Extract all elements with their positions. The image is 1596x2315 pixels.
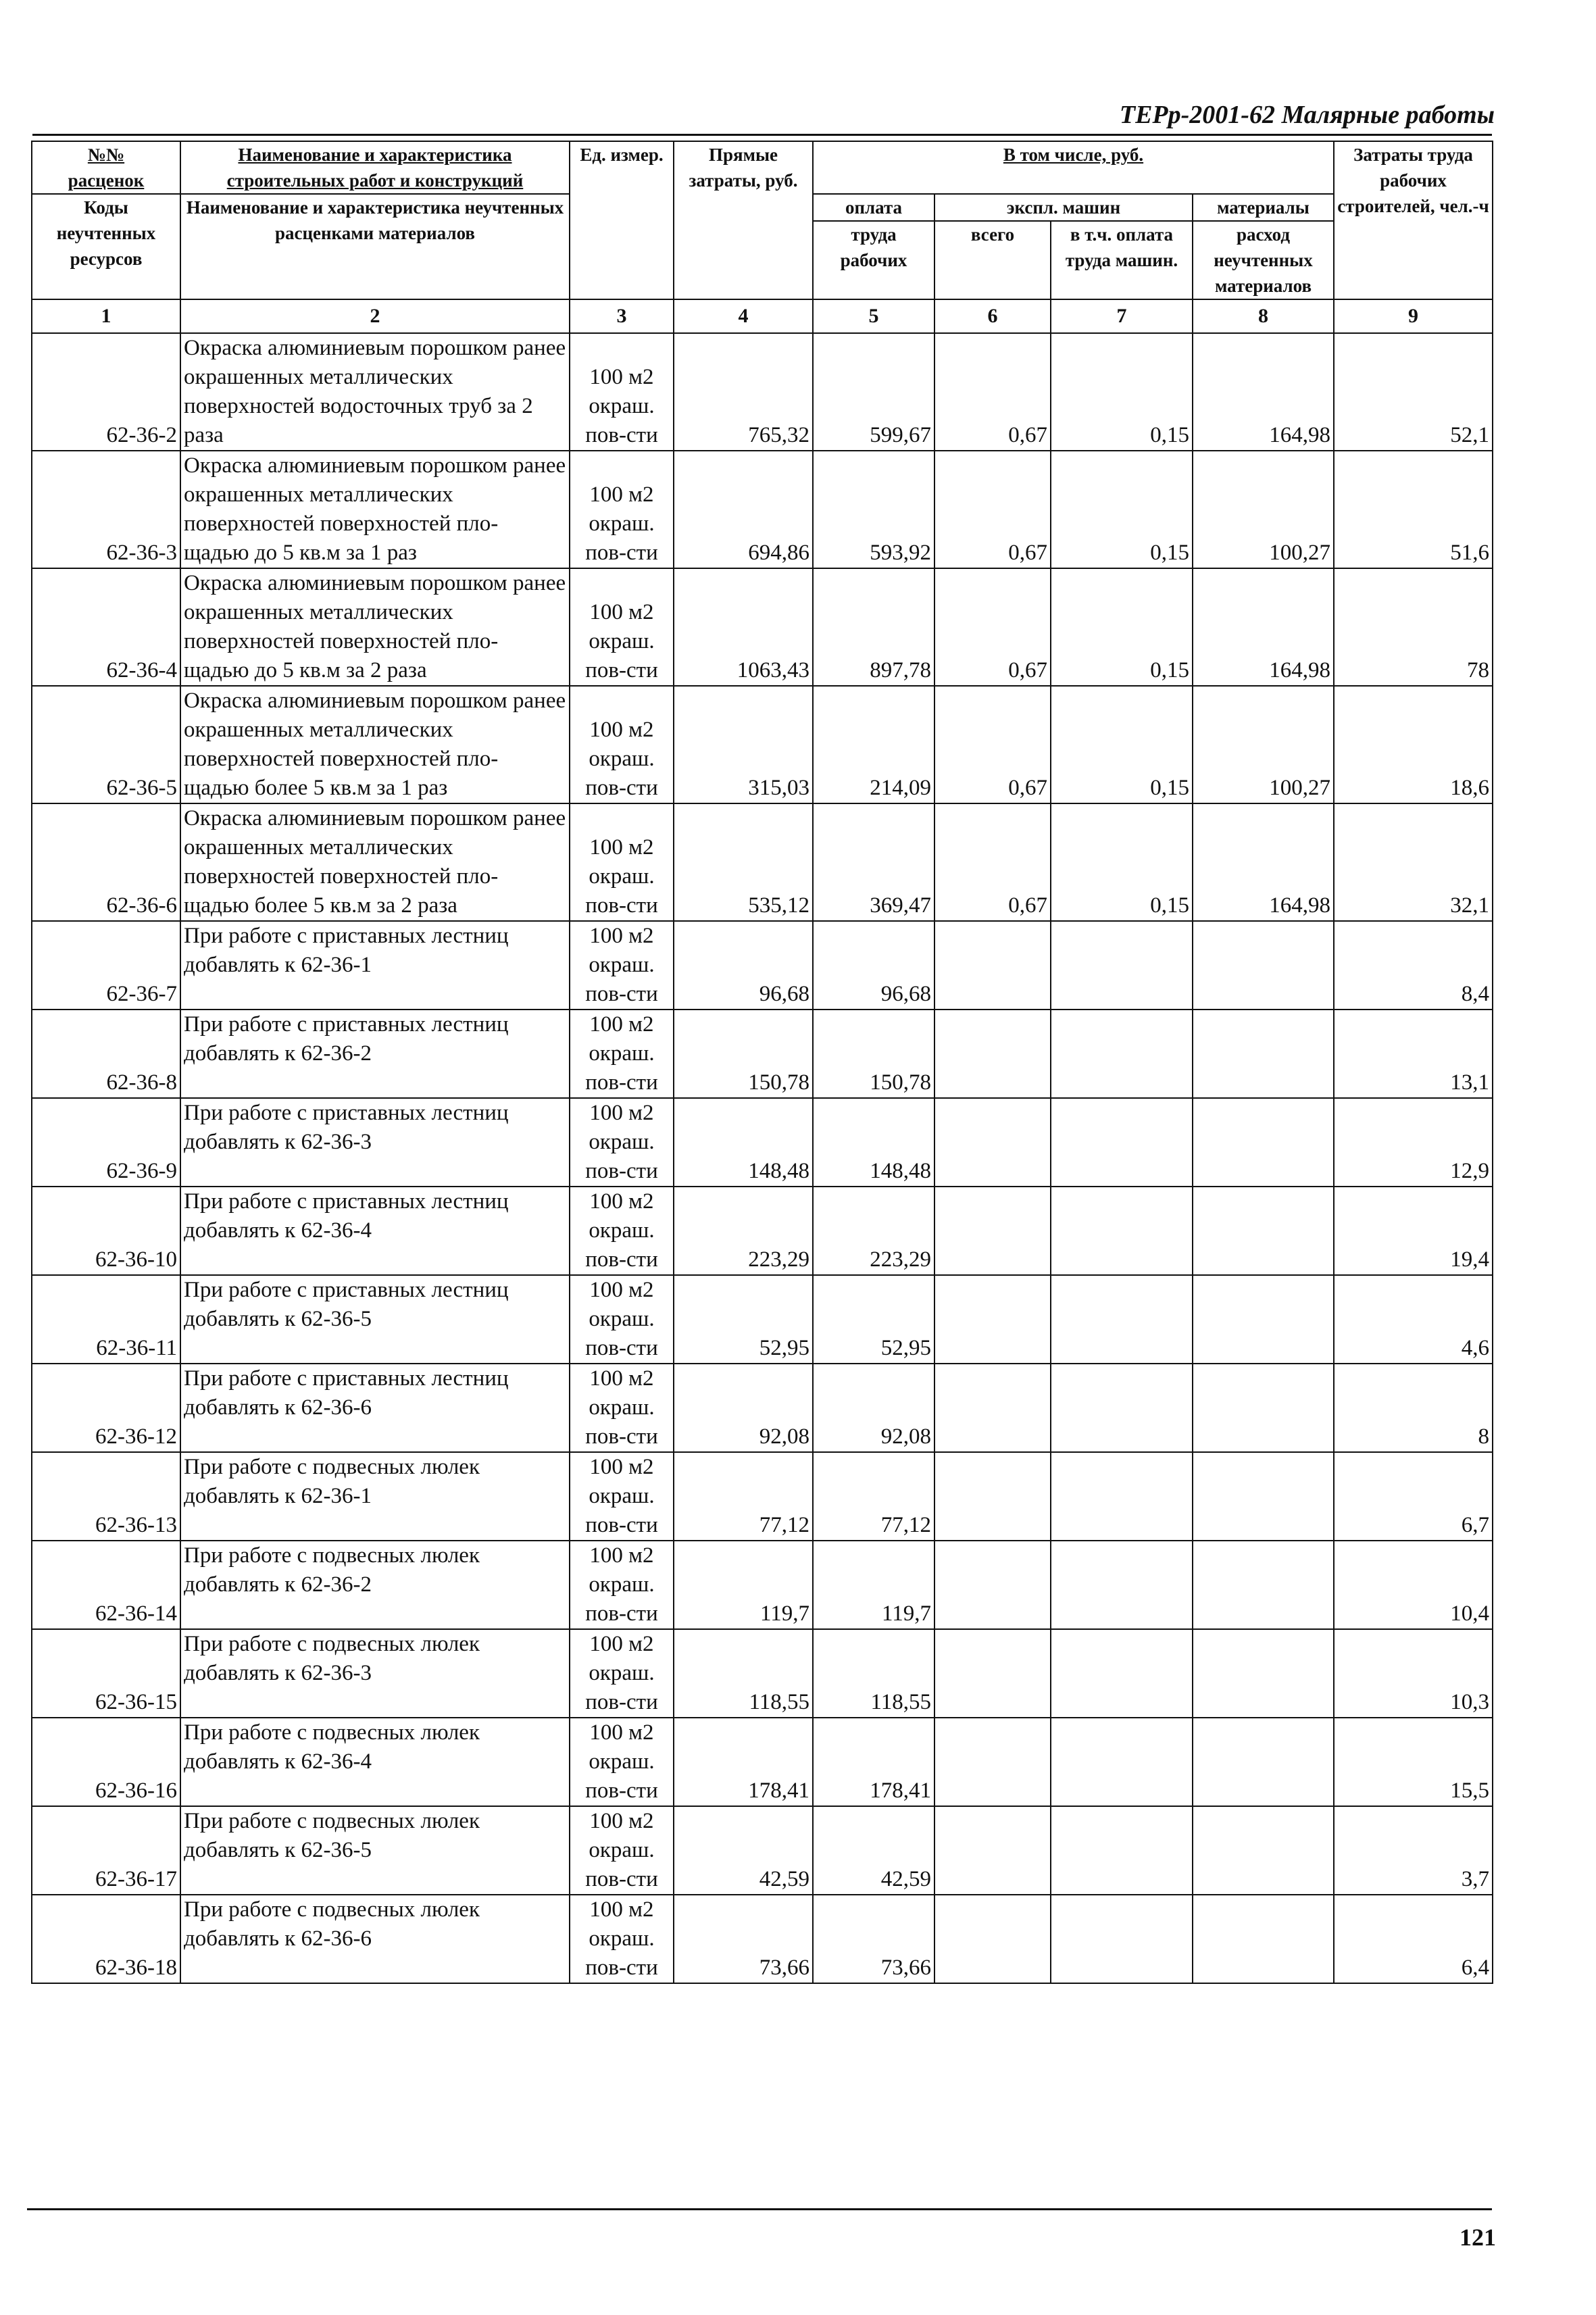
column-number: 1 <box>32 299 180 333</box>
unit-line: пов-сти <box>585 541 658 565</box>
table-row <box>32 1010 1493 1098</box>
unit-cell <box>570 1187 674 1275</box>
machine-cost <box>934 1364 1051 1452</box>
column-number: 5 <box>813 299 934 333</box>
machine-labor-cost <box>1051 1452 1193 1541</box>
col2-head-top: Наименование и характеристика строительных работ и конструкций <box>180 141 570 194</box>
rate-code: 62-36-5 <box>32 686 180 803</box>
unit-line: пов-сти <box>585 1247 658 1272</box>
rate-code: 62-36-2 <box>32 333 180 451</box>
unit-line: окраш. <box>589 1749 655 1774</box>
machine-labor-cost <box>1051 1098 1193 1187</box>
col5-head: труда рабочих <box>813 221 934 299</box>
machine-labor-cost <box>1051 1275 1193 1364</box>
work-name: При работе с подвесных люлек добавлять к 62-36-2 <box>180 1541 570 1629</box>
machine-labor-cost <box>1051 1718 1193 1806</box>
direct-cost: 694,86 <box>674 451 813 568</box>
work-name: При работе с подвесных люлек добавлять к 62-36-5 <box>180 1806 570 1895</box>
page-number: 121 <box>1460 2224 1496 2251</box>
rate-code: 62-36-18 <box>32 1895 180 1983</box>
direct-cost: 73,66 <box>674 1895 813 1983</box>
column-number-row <box>32 299 1493 333</box>
table-row <box>32 1452 1493 1541</box>
machine-labor-cost <box>1051 1806 1193 1895</box>
direct-cost: 92,08 <box>674 1364 813 1452</box>
table-row <box>32 686 1493 803</box>
table-row <box>32 1275 1493 1364</box>
table-row <box>32 1718 1493 1806</box>
labor-cost: 369,47 <box>813 803 934 921</box>
work-name: Окраска алюминиевым порошком ранее окрашенных металлических поверхностей поверхностей пло- щадью более 5 кв.м за 1 раз <box>180 686 570 803</box>
unit-line: 100 м2 <box>589 924 654 948</box>
unit-cell <box>570 1895 674 1983</box>
materials-cost <box>1193 1364 1334 1452</box>
labor-hours: 6,7 <box>1334 1452 1493 1541</box>
unit-line: пов-сти <box>585 982 658 1006</box>
unit-line: пов-сти <box>585 1070 658 1095</box>
rates-table <box>31 141 1493 1984</box>
materials-cost <box>1193 1275 1334 1364</box>
machine-cost <box>934 1098 1051 1187</box>
unit-cell <box>570 1452 674 1541</box>
col1-head-top: №№ расценок <box>32 141 180 194</box>
work-name: При работе с приставных лестниц добавлять к 62-36-3 <box>180 1098 570 1187</box>
table-row <box>32 568 1493 686</box>
unit-cell <box>570 686 674 803</box>
work-name: При работе с приставных лестниц добавлять к 62-36-5 <box>180 1275 570 1364</box>
labor-cost: 42,59 <box>813 1806 934 1895</box>
col8-head: расход неучтенных материалов <box>1193 221 1334 299</box>
machine-labor-cost <box>1051 1187 1193 1275</box>
column-number: 6 <box>934 299 1051 333</box>
labor-cost: 148,48 <box>813 1098 934 1187</box>
unit-line: пов-сти <box>585 1513 658 1537</box>
unit-line: пов-сти <box>585 1778 658 1803</box>
page-header-title: ТЕРр-2001-62 Малярные работы <box>1119 101 1495 129</box>
machine-cost <box>934 1806 1051 1895</box>
work-name: При работе с подвесных люлек добавлять к 62-36-1 <box>180 1452 570 1541</box>
column-number: 3 <box>570 299 674 333</box>
unit-line: пов-сти <box>585 1424 658 1449</box>
table-row <box>32 451 1493 568</box>
rate-code: 62-36-16 <box>32 1718 180 1806</box>
unit-line: окраш. <box>589 1926 655 1951</box>
rate-code: 62-36-6 <box>32 803 180 921</box>
column-number: 4 <box>674 299 813 333</box>
rate-code: 62-36-14 <box>32 1541 180 1629</box>
unit-line: пов-сти <box>585 893 658 918</box>
labor-hours: 32,1 <box>1334 803 1493 921</box>
labor-hours: 13,1 <box>1334 1010 1493 1098</box>
machine-labor-cost: 0,15 <box>1051 803 1193 921</box>
direct-cost: 148,48 <box>674 1098 813 1187</box>
machine-labor-cost <box>1051 1541 1193 1629</box>
materials-cost: 100,27 <box>1193 686 1334 803</box>
rate-code: 62-36-10 <box>32 1187 180 1275</box>
labor-cost: 92,08 <box>813 1364 934 1452</box>
labor-cost: 214,09 <box>813 686 934 803</box>
direct-cost: 1063,43 <box>674 568 813 686</box>
rate-code: 62-36-13 <box>32 1452 180 1541</box>
labor-hours: 51,6 <box>1334 451 1493 568</box>
unit-line: 100 м2 <box>589 1809 654 1833</box>
column-number: 9 <box>1334 299 1493 333</box>
machine-cost <box>934 921 1051 1010</box>
column-number: 8 <box>1193 299 1334 333</box>
materials-cost <box>1193 1098 1334 1187</box>
unit-line: пов-сти <box>585 1601 658 1626</box>
machine-cost: 0,67 <box>934 333 1051 451</box>
unit-line: окраш. <box>589 1484 655 1508</box>
work-name: Окраска алюминиевым порошком ранее окрашенных металлических поверхностей поверхностей пло- щадью до 5 кв.м за 2 раза <box>180 568 570 686</box>
direct-cost: 52,95 <box>674 1275 813 1364</box>
work-name: При работе с приставных лестниц добавлять к 62-36-4 <box>180 1187 570 1275</box>
work-name: При работе с приставных лестниц добавлять к 62-36-1 <box>180 921 570 1010</box>
labor-hours: 10,3 <box>1334 1629 1493 1718</box>
unit-line: окраш. <box>589 1395 655 1420</box>
col2-head-bottom: Наименование и характеристика неучтенных расценками материалов <box>180 194 570 299</box>
unit-cell <box>570 1718 674 1806</box>
labor-hours: 6,4 <box>1334 1895 1493 1983</box>
unit-line: 100 м2 <box>589 1012 654 1037</box>
table-row <box>32 1364 1493 1452</box>
direct-cost: 77,12 <box>674 1452 813 1541</box>
col4-head: Прямые затраты, руб. <box>674 141 813 299</box>
work-name: Окраска алюминиевым порошком ранее окрашенных металлических поверхностей поверхностей пло- щадью до 5 кв.м за 1 раз <box>180 451 570 568</box>
labor-hours: 19,4 <box>1334 1187 1493 1275</box>
col6-head: всего <box>934 221 1051 299</box>
machine-labor-cost: 0,15 <box>1051 333 1193 451</box>
unit-line: пов-сти <box>585 1956 658 1980</box>
materials-cost: 100,27 <box>1193 451 1334 568</box>
machine-cost: 0,67 <box>934 451 1051 568</box>
machine-cost <box>934 1895 1051 1983</box>
machine-cost <box>934 1275 1051 1364</box>
labor-cost: 118,55 <box>813 1629 934 1718</box>
direct-cost: 765,32 <box>674 333 813 451</box>
col9-head: Затраты труда рабочих строителей, чел.-ч <box>1334 141 1493 299</box>
labor-cost: 150,78 <box>813 1010 934 1098</box>
unit-line: 100 м2 <box>589 1189 654 1214</box>
unit-cell <box>570 1629 674 1718</box>
unit-line: пов-сти <box>585 776 658 800</box>
direct-cost: 223,29 <box>674 1187 813 1275</box>
table-row <box>32 921 1493 1010</box>
machine-cost <box>934 1541 1051 1629</box>
unit-line: пов-сти <box>585 1336 658 1360</box>
labor-cost: 178,41 <box>813 1718 934 1806</box>
unit-line: пов-сти <box>585 1159 658 1183</box>
unit-cell <box>570 921 674 1010</box>
labor-cost: 119,7 <box>813 1541 934 1629</box>
labor-cost: 223,29 <box>813 1187 934 1275</box>
rate-code: 62-36-15 <box>32 1629 180 1718</box>
machine-labor-cost <box>1051 1895 1193 1983</box>
rate-code: 62-36-7 <box>32 921 180 1010</box>
labor-cost: 52,95 <box>813 1275 934 1364</box>
table-row <box>32 1629 1493 1718</box>
col3-head: Ед. измер. <box>570 141 674 299</box>
footer-rule <box>27 2208 1492 2210</box>
materials-cost: 164,98 <box>1193 333 1334 451</box>
unit-cell <box>570 451 674 568</box>
unit-line: 100 м2 <box>589 1632 654 1656</box>
rate-code: 62-36-8 <box>32 1010 180 1098</box>
machine-cost: 0,67 <box>934 686 1051 803</box>
machine-labor-cost: 0,15 <box>1051 568 1193 686</box>
unit-line: окраш. <box>589 1838 655 1862</box>
materials-cost <box>1193 1187 1334 1275</box>
unit-line: окраш. <box>589 629 655 653</box>
machine-cost: 0,67 <box>934 803 1051 921</box>
group-head: В том числе, руб. <box>813 141 1334 194</box>
unit-line: окраш. <box>589 1572 655 1597</box>
direct-cost: 118,55 <box>674 1629 813 1718</box>
labor-hours: 8 <box>1334 1364 1493 1452</box>
unit-line: 100 м2 <box>589 835 654 860</box>
materials-cost: 164,98 <box>1193 803 1334 921</box>
unit-line: окраш. <box>589 1130 655 1154</box>
unit-line: окраш. <box>589 747 655 771</box>
machine-labor-cost: 0,15 <box>1051 451 1193 568</box>
unit-line: 100 м2 <box>589 718 654 742</box>
col8-head-top: материалы <box>1193 194 1334 221</box>
work-name: При работе с подвесных люлек добавлять к 62-36-3 <box>180 1629 570 1718</box>
materials-cost: 164,98 <box>1193 568 1334 686</box>
materials-cost <box>1193 1895 1334 1983</box>
labor-hours: 10,4 <box>1334 1541 1493 1629</box>
materials-cost <box>1193 1629 1334 1718</box>
materials-cost <box>1193 1806 1334 1895</box>
col5-head-top: оплата <box>813 194 934 221</box>
rate-code: 62-36-17 <box>32 1806 180 1895</box>
direct-cost: 42,59 <box>674 1806 813 1895</box>
labor-hours: 3,7 <box>1334 1806 1493 1895</box>
unit-line: окраш. <box>589 394 655 418</box>
column-number: 2 <box>180 299 570 333</box>
labor-hours: 4,6 <box>1334 1275 1493 1364</box>
work-name: Окраска алюминиевым порошком ранее окрашенных металлических поверхностей поверхностей пло- щадью более 5 кв.м за 2 раза <box>180 803 570 921</box>
unit-cell <box>570 333 674 451</box>
table-row <box>32 1187 1493 1275</box>
direct-cost: 150,78 <box>674 1010 813 1098</box>
unit-line: 100 м2 <box>589 1543 654 1568</box>
labor-cost: 96,68 <box>813 921 934 1010</box>
direct-cost: 315,03 <box>674 686 813 803</box>
machine-labor-cost: 0,15 <box>1051 686 1193 803</box>
rate-code: 62-36-3 <box>32 451 180 568</box>
machine-cost <box>934 1187 1051 1275</box>
unit-line: окраш. <box>589 1307 655 1331</box>
materials-cost <box>1193 1452 1334 1541</box>
work-name: При работе с подвесных люлек добавлять к 62-36-6 <box>180 1895 570 1983</box>
machine-labor-cost <box>1051 1629 1193 1718</box>
machine-cost <box>934 1718 1051 1806</box>
unit-cell <box>570 1806 674 1895</box>
table-row <box>32 1895 1493 1983</box>
unit-cell <box>570 1275 674 1364</box>
header-rule <box>32 134 1492 136</box>
table-row <box>32 1806 1493 1895</box>
materials-cost <box>1193 1010 1334 1098</box>
table-row <box>32 803 1493 921</box>
unit-line: 100 м2 <box>589 1366 654 1391</box>
table-body <box>32 333 1493 1983</box>
machine-labor-cost <box>1051 921 1193 1010</box>
labor-cost: 593,92 <box>813 451 934 568</box>
unit-line: 100 м2 <box>589 365 654 389</box>
labor-hours: 12,9 <box>1334 1098 1493 1187</box>
unit-line: 100 м2 <box>589 600 654 624</box>
unit-line: окраш. <box>589 512 655 536</box>
table-row <box>32 1098 1493 1187</box>
rate-code: 62-36-11 <box>32 1275 180 1364</box>
col7-head: в т.ч. оплата труда машин. <box>1051 221 1193 299</box>
materials-cost <box>1193 1718 1334 1806</box>
unit-line: 100 м2 <box>589 1897 654 1922</box>
work-name: При работе с приставных лестниц добавлять к 62-36-6 <box>180 1364 570 1452</box>
unit-line: окраш. <box>589 1661 655 1685</box>
unit-line: окраш. <box>589 953 655 977</box>
direct-cost: 178,41 <box>674 1718 813 1806</box>
labor-hours: 18,6 <box>1334 686 1493 803</box>
direct-cost: 96,68 <box>674 921 813 1010</box>
table-row <box>32 333 1493 451</box>
machine-labor-cost <box>1051 1010 1193 1098</box>
table-row <box>32 1541 1493 1629</box>
direct-cost: 535,12 <box>674 803 813 921</box>
materials-cost <box>1193 1541 1334 1629</box>
materials-cost <box>1193 921 1334 1010</box>
machine-cost: 0,67 <box>934 568 1051 686</box>
unit-line: 100 м2 <box>589 482 654 507</box>
unit-line: окраш. <box>589 1041 655 1066</box>
labor-hours: 8,4 <box>1334 921 1493 1010</box>
unit-line: пов-сти <box>585 1867 658 1891</box>
labor-cost: 77,12 <box>813 1452 934 1541</box>
labor-hours: 15,5 <box>1334 1718 1493 1806</box>
labor-hours: 78 <box>1334 568 1493 686</box>
unit-line: пов-сти <box>585 1690 658 1714</box>
unit-line: пов-сти <box>585 423 658 447</box>
unit-cell <box>570 568 674 686</box>
unit-line: пов-сти <box>585 658 658 682</box>
work-name: При работе с приставных лестниц добавлять к 62-36-2 <box>180 1010 570 1098</box>
unit-line: 100 м2 <box>589 1455 654 1479</box>
labor-cost: 897,78 <box>813 568 934 686</box>
unit-cell <box>570 1541 674 1629</box>
unit-line: окраш. <box>589 864 655 889</box>
unit-cell <box>570 1098 674 1187</box>
column-number: 7 <box>1051 299 1193 333</box>
unit-cell <box>570 1010 674 1098</box>
machine-labor-cost <box>1051 1364 1193 1452</box>
unit-line: 100 м2 <box>589 1278 654 1302</box>
unit-cell <box>570 1364 674 1452</box>
machine-cost <box>934 1010 1051 1098</box>
direct-cost: 119,7 <box>674 1541 813 1629</box>
unit-cell <box>570 803 674 921</box>
machine-cost <box>934 1452 1051 1541</box>
machines-head: экспл. машин <box>934 194 1193 221</box>
unit-line: 100 м2 <box>589 1101 654 1125</box>
unit-line: окраш. <box>589 1218 655 1243</box>
rate-code: 62-36-9 <box>32 1098 180 1187</box>
labor-cost: 73,66 <box>813 1895 934 1983</box>
work-name: Окраска алюминиевым порошком ранее окрашенных металлических поверхностей водосточных труб за 2 раза <box>180 333 570 451</box>
work-name: При работе с подвесных люлек добавлять к 62-36-4 <box>180 1718 570 1806</box>
col1-head-bottom: Коды неучтенных ресурсов <box>32 194 180 299</box>
rate-code: 62-36-4 <box>32 568 180 686</box>
labor-cost: 599,67 <box>813 333 934 451</box>
machine-cost <box>934 1629 1051 1718</box>
rate-code: 62-36-12 <box>32 1364 180 1452</box>
unit-line: 100 м2 <box>589 1720 654 1745</box>
labor-hours: 52,1 <box>1334 333 1493 451</box>
